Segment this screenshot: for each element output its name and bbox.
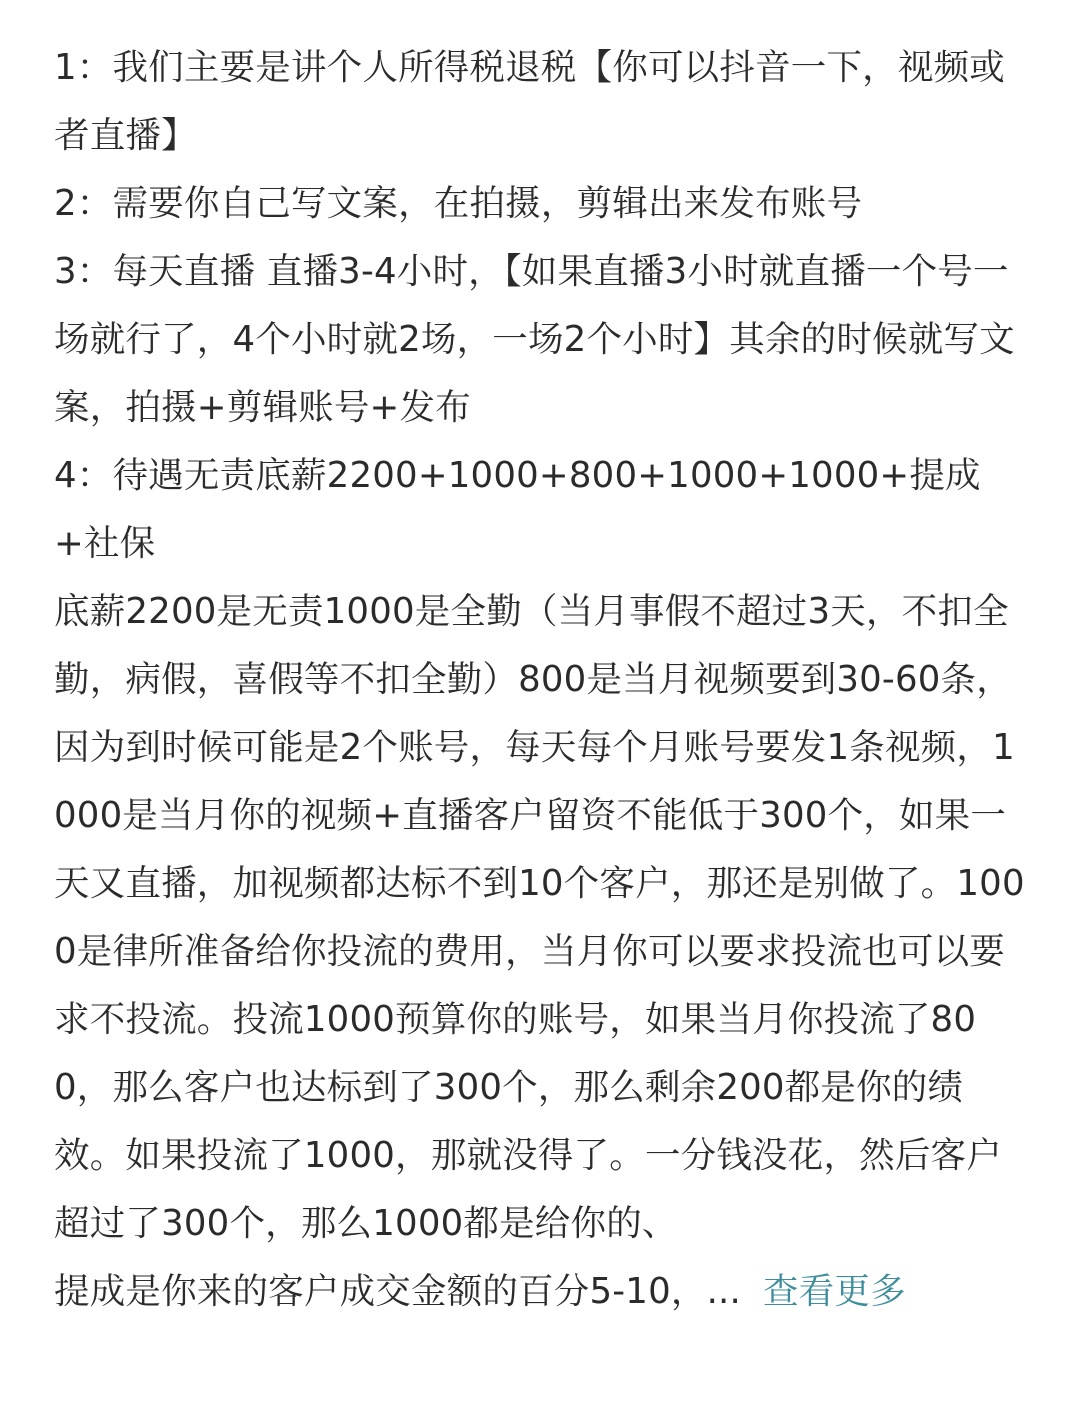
truncated-line — [54, 1258, 1029, 1326]
paragraph-intro: 1：我们主要是讲个人所得税退税【你可以抖音一下，视频或者直播】 — [54, 47, 1005, 156]
paragraph-salary: 4：待遇无责底薪2200+1000+800+1000+1000+提成+社保 — [54, 455, 981, 564]
paragraph-content-creation: 2：需要你自己写文案，在拍摄，剪辑出来发布账号 — [54, 183, 863, 224]
paragraph-salary-details: 底薪2200是无责1000是全勤（当月事假不超过3天，不扣全勤，病假，喜假等不扣全勤）800是当月视频要到30-60条，因为到时候可能是2个账号，每天每个月账号要发1条视频，1000是当月你的视频+直播客户留资不能低于300个，如果一天又直播，加视频都达标不到10个客户，那还是别做了。1000是律所准备给你投流的费用，当月你可以要求投流也可以要求不投流。投流1000预算你的账号，如果当月你投流了800，那么客户也达标到了300个，那么剩余200都是你的绩效。如果投流了1000，那就没得了。一分钱没花，然后客户超过了300个，那么1000都是给你的、 — [54, 591, 1025, 1244]
post-body — [54, 34, 1029, 1326]
paragraph-live-schedule: 3：每天直播 直播3-4小时，【如果直播3小时就直播一个号一场就行了，4个小时就2场，一场2个小时】其余的时候就写文案，拍摄+剪辑账号+发布 — [54, 251, 1015, 428]
truncated-text: 提成是你来的客户成交金额的百分5-10，... — [54, 1271, 742, 1312]
see-more-link[interactable]: 查看更多 — [763, 1271, 906, 1312]
